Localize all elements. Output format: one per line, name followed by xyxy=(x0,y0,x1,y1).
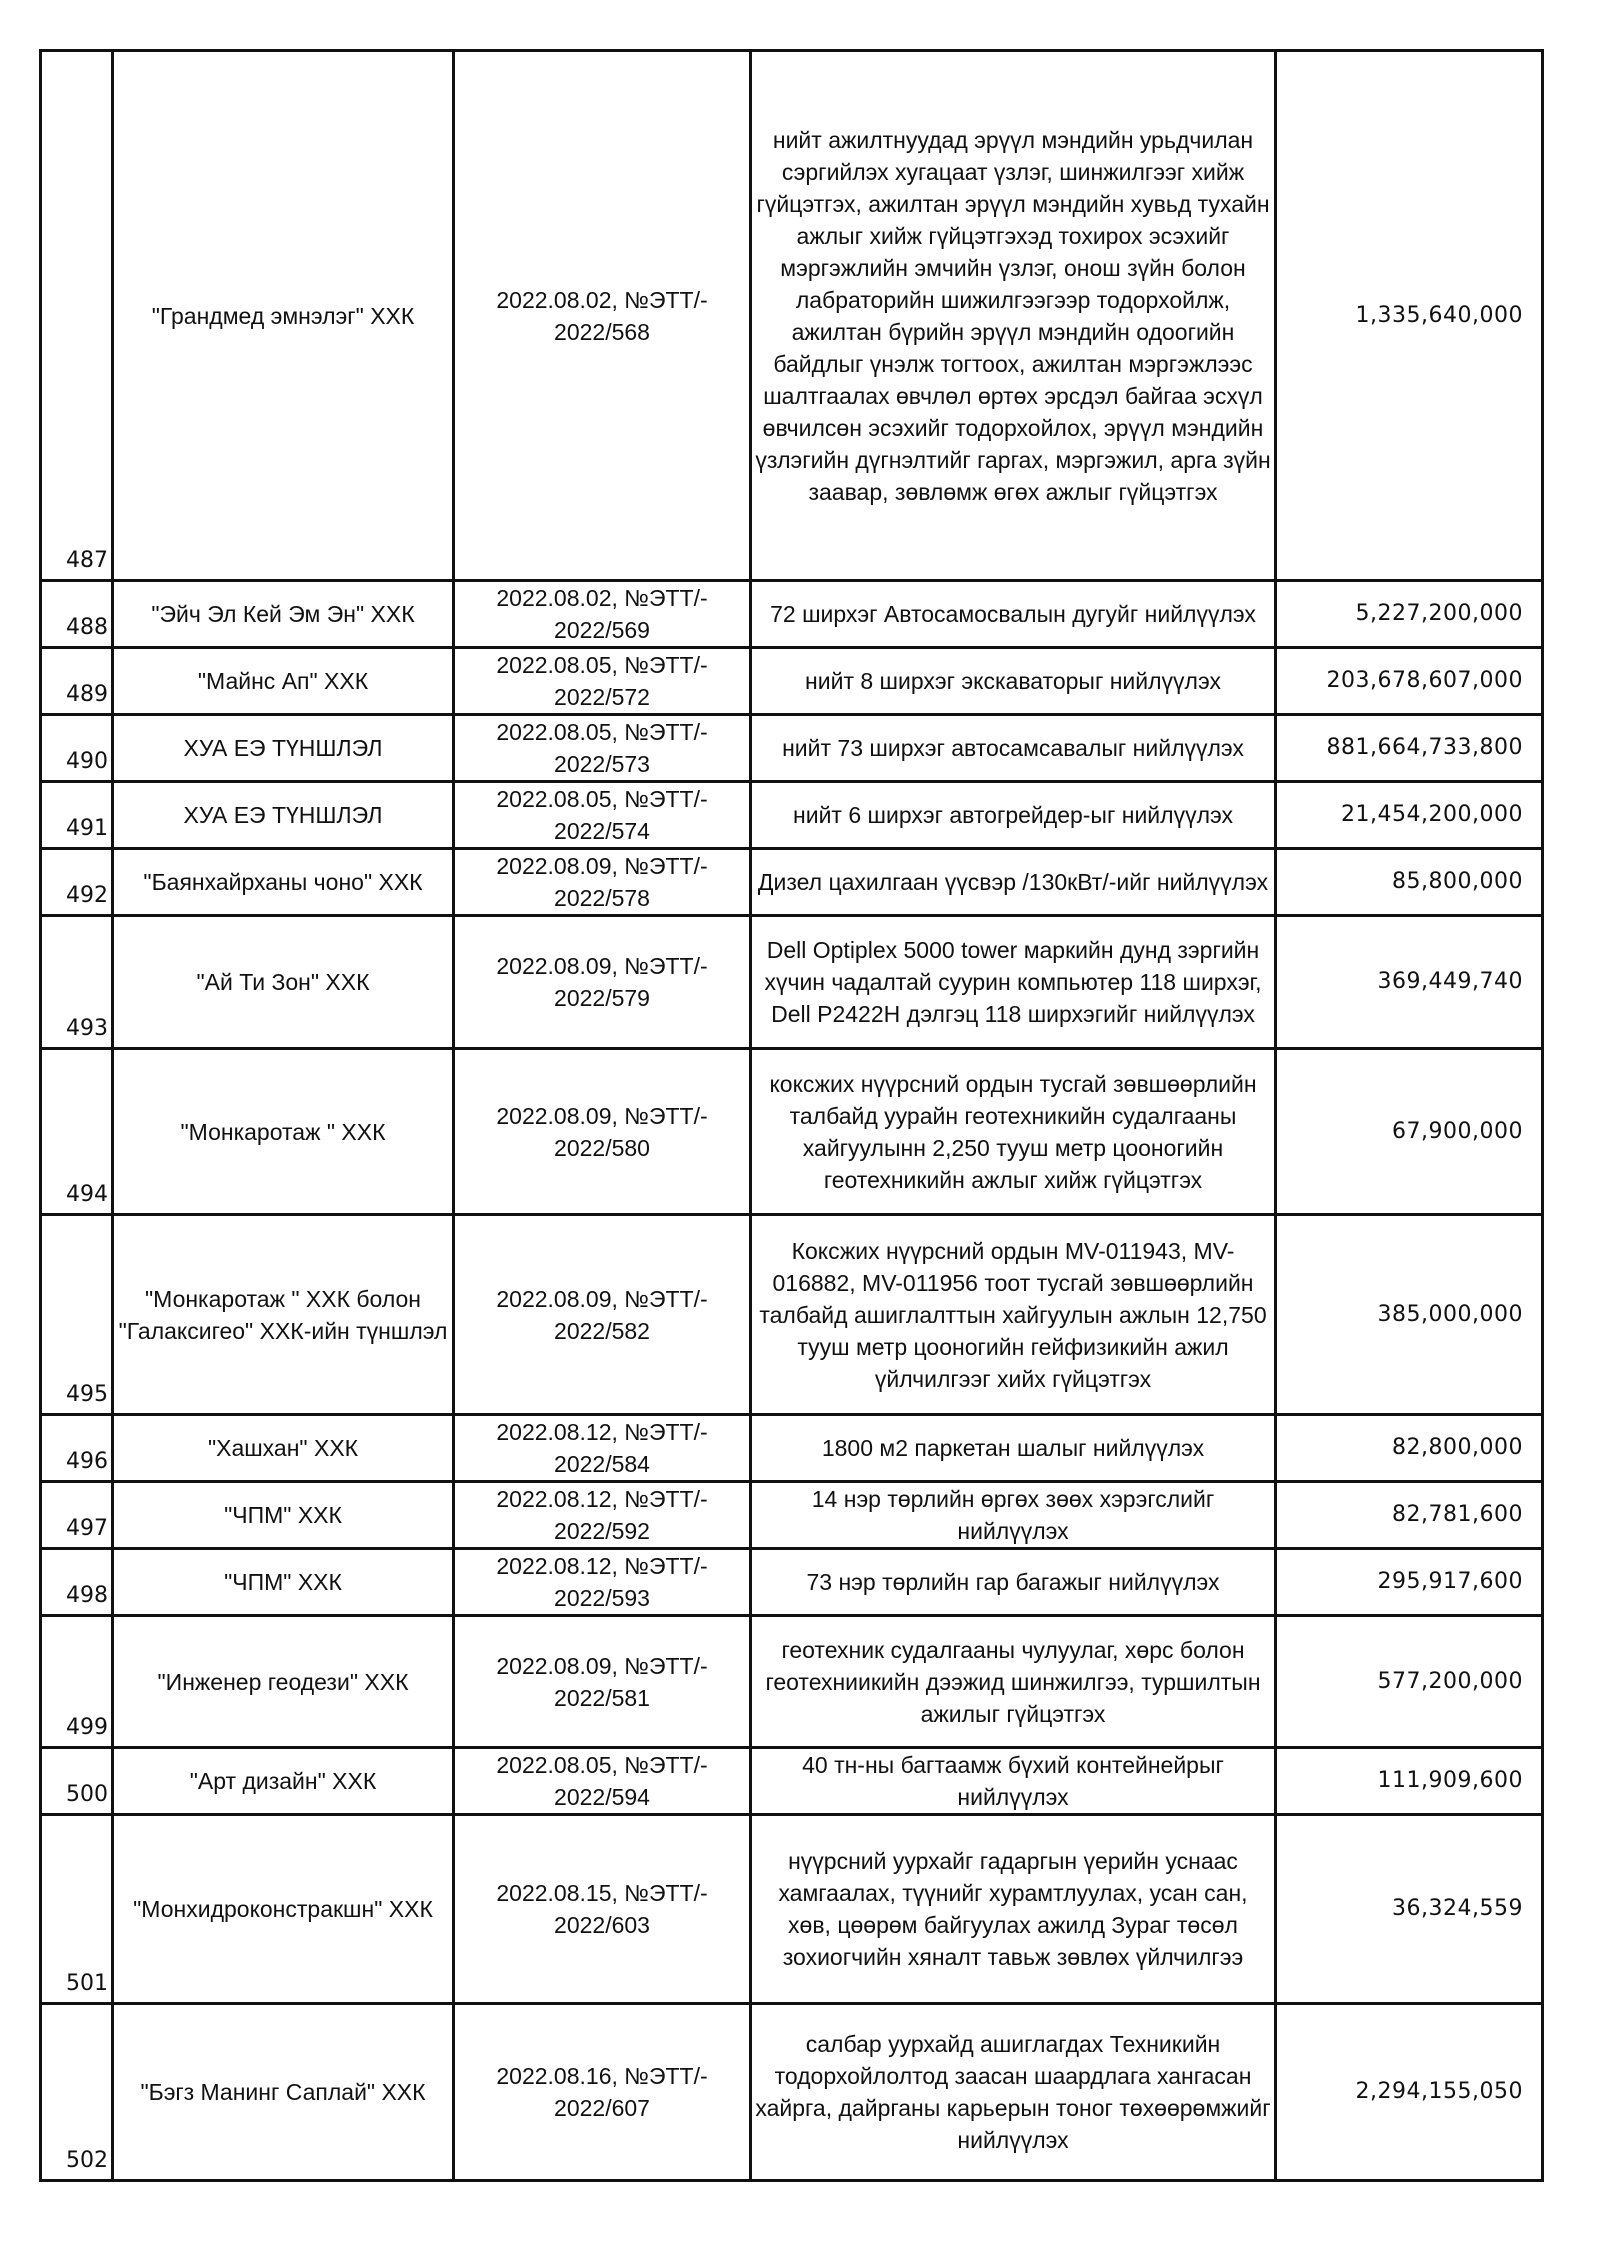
contract-description: нийт 73 ширхэг автосамсавалыг нийлүүлэх xyxy=(751,715,1276,782)
contract-description: нийт 6 ширхэг автогрейдер-ыг нийлүүлэх xyxy=(751,782,1276,849)
row-number: 494 xyxy=(41,1049,113,1215)
contract-description: Dell Optiplex 5000 tower маркийн дунд зэргийн хүчин чадалтай суурин компьютер 118 ширхэг, Dell P2422H дэлгэц 118 ширхэгийг нийлүүлэх xyxy=(751,916,1276,1049)
row-number: 487 xyxy=(41,51,113,581)
contract-amount: 82,800,000 xyxy=(1276,1415,1543,1482)
row-number: 488 xyxy=(41,581,113,648)
table-row xyxy=(41,916,1543,1049)
company-name: "Монкаротаж " ХХК болон "Галаксигео" ХХК-ийн түншлэл xyxy=(113,1215,454,1415)
contract-description: Коксжих нүүрсний ордын MV-011943, MV-016882, MV-011956 тоот тусгай зөвшөөрлийн талбайд ашиглалттын хайгуулын ажлын 12,750 тууш метр цооногийн гейфизикийн ажил үйлчилгээг хийх гүйцэтгэх xyxy=(751,1215,1276,1415)
table-row xyxy=(41,648,1543,715)
contract-amount: 1,335,640,000 xyxy=(1276,51,1543,581)
row-number: 491 xyxy=(41,782,113,849)
company-name: "Арт дизайн" ХХК xyxy=(113,1748,454,1815)
company-name: ХУА ЕЭ ТҮНШЛЭЛ xyxy=(113,782,454,849)
row-number: 500 xyxy=(41,1748,113,1815)
contract-amount: 385,000,000 xyxy=(1276,1215,1543,1415)
table-row xyxy=(41,1748,1543,1815)
company-name: "ЧПМ" ХХК xyxy=(113,1549,454,1616)
row-number: 492 xyxy=(41,849,113,916)
table-row xyxy=(41,51,1543,581)
company-name: "Хашхан" ХХК xyxy=(113,1415,454,1482)
contract-reference: 2022.08.16, №ЭТТ/- 2022/607 xyxy=(454,2004,751,2181)
table-row xyxy=(41,849,1543,916)
contract-amount: 2,294,155,050 xyxy=(1276,2004,1543,2181)
contract-reference: 2022.08.05, №ЭТТ/- 2022/572 xyxy=(454,648,751,715)
row-number: 495 xyxy=(41,1215,113,1415)
contract-reference: 2022.08.09, №ЭТТ/- 2022/581 xyxy=(454,1616,751,1748)
table-row xyxy=(41,1616,1543,1748)
contract-reference: 2022.08.02, №ЭТТ/- 2022/568 xyxy=(454,51,751,581)
contract-reference: 2022.08.09, №ЭТТ/- 2022/580 xyxy=(454,1049,751,1215)
contract-amount: 577,200,000 xyxy=(1276,1616,1543,1748)
company-name: "Бэгз Манинг Саплай" ХХК xyxy=(113,2004,454,2181)
contract-reference: 2022.08.09, №ЭТТ/- 2022/578 xyxy=(454,849,751,916)
contract-reference: 2022.08.09, №ЭТТ/- 2022/579 xyxy=(454,916,751,1049)
contract-reference: 2022.08.09, №ЭТТ/- 2022/582 xyxy=(454,1215,751,1415)
contract-reference: 2022.08.15, №ЭТТ/- 2022/603 xyxy=(454,1815,751,2004)
row-number: 501 xyxy=(41,1815,113,2004)
row-number: 489 xyxy=(41,648,113,715)
contract-amount: 5,227,200,000 xyxy=(1276,581,1543,648)
row-number: 490 xyxy=(41,715,113,782)
table-row xyxy=(41,2004,1543,2181)
company-name: "ЧПМ" ХХК xyxy=(113,1482,454,1549)
contract-amount: 82,781,600 xyxy=(1276,1482,1543,1549)
company-name: "Ай Ти Зон" ХХК xyxy=(113,916,454,1049)
row-number: 493 xyxy=(41,916,113,1049)
row-number: 498 xyxy=(41,1549,113,1616)
contract-amount: 369,449,740 xyxy=(1276,916,1543,1049)
contract-amount: 67,900,000 xyxy=(1276,1049,1543,1215)
contract-reference: 2022.08.05, №ЭТТ/- 2022/574 xyxy=(454,782,751,849)
row-number: 499 xyxy=(41,1616,113,1748)
contract-amount: 21,454,200,000 xyxy=(1276,782,1543,849)
contract-reference: 2022.08.02, №ЭТТ/- 2022/569 xyxy=(454,581,751,648)
table-row xyxy=(41,715,1543,782)
contract-amount: 203,678,607,000 xyxy=(1276,648,1543,715)
table-row xyxy=(41,1215,1543,1415)
contract-amount: 36,324,559 xyxy=(1276,1815,1543,2004)
table-row xyxy=(41,782,1543,849)
company-name: "Грандмед эмнэлэг" ХХК xyxy=(113,51,454,581)
table-row xyxy=(41,581,1543,648)
row-number: 496 xyxy=(41,1415,113,1482)
contract-reference: 2022.08.12, №ЭТТ/- 2022/584 xyxy=(454,1415,751,1482)
contract-reference: 2022.08.12, №ЭТТ/- 2022/593 xyxy=(454,1549,751,1616)
table-row xyxy=(41,1049,1543,1215)
contract-description: 1800 м2 паркетан шалыг нийлүүлэх xyxy=(751,1415,1276,1482)
company-name: ХУА ЕЭ ТҮНШЛЭЛ xyxy=(113,715,454,782)
company-name: "Монкаротаж " ХХК xyxy=(113,1049,454,1215)
company-name: "Монхидроконстракшн" ХХК xyxy=(113,1815,454,2004)
contract-amount: 111,909,600 xyxy=(1276,1748,1543,1815)
contract-description: геотехник судалгааны чулуулаг, хөрс болон геотехниикийн дээжид шинжилгээ, туршилтын ажилыг гүйцэтгэх xyxy=(751,1616,1276,1748)
contract-description: 72 ширхэг Автосамосвалын дугуйг нийлүүлэх xyxy=(751,581,1276,648)
contract-amount: 85,800,000 xyxy=(1276,849,1543,916)
contract-reference: 2022.08.12, №ЭТТ/- 2022/592 xyxy=(454,1482,751,1549)
contract-description: 14 нэр төрлийн өргөх зөөх хэрэгслийг нийлүүлэх xyxy=(751,1482,1276,1549)
contract-reference: 2022.08.05, №ЭТТ/- 2022/594 xyxy=(454,1748,751,1815)
contract-description: салбар уурхайд ашиглагдах Техникийн тодорхойлолтод заасан шаардлага хангасан хайрга, дайрганы карьерын тоног төхөөрөмжийг нийлүүлэх xyxy=(751,2004,1276,2181)
company-name: "Эйч Эл Кей Эм Эн" ХХК xyxy=(113,581,454,648)
table-row xyxy=(41,1415,1543,1482)
table-row xyxy=(41,1815,1543,2004)
table-row xyxy=(41,1482,1543,1549)
row-number: 497 xyxy=(41,1482,113,1549)
contracts-table-body xyxy=(41,51,1543,2181)
contract-amount: 881,664,733,800 xyxy=(1276,715,1543,782)
contract-reference: 2022.08.05, №ЭТТ/- 2022/573 xyxy=(454,715,751,782)
contract-amount: 295,917,600 xyxy=(1276,1549,1543,1616)
contract-description: Дизел цахилгаан үүсвэр /130кВт/-ийг нийлүүлэх xyxy=(751,849,1276,916)
contract-description: коксжих нүүрсний ордын тусгай зөвшөөрлийн талбайд уурайн геотехникийн судалгааны хайгуулынн 2,250 тууш метр цооногийн геотехникийн ажлыг хийж гүйцэтгэх xyxy=(751,1049,1276,1215)
contract-description: нийт ажилтнуудад эрүүл мэндийн урьдчилан сэргийлэх хугацаат үзлэг, шинжилгээг хийж гүйцэтгэх, ажилтан эрүүл мэндийн хувьд тухайн ажлыг хийж гүйцэтгэхэд тохирох эсэхийг мэргэжлийн эмчийн үзлэг, онош зүйн болон лабраторийн шижилгээгээр тодорхойлж, ажилтан бүрийн эрүүл мэндийн одоогийн байдлыг үнэлж тогтоох, ажилтан мэргэжлээс шалтгаалах өвчлөл өртөх эрсдэл байгаа эсхүл өвчилсөн эсэхийг тодорхойлох, эрүүл мэндийн үзлэгийн дүгнэлтийг гаргах, мэргэжил, арга зүйн заавар, зөвлөмж өгөх ажлыг гүйцэтгэх xyxy=(751,51,1276,581)
contract-description: нийт 8 ширхэг экскаваторыг нийлүүлэх xyxy=(751,648,1276,715)
company-name: "Баянхайрханы чоно" ХХК xyxy=(113,849,454,916)
company-name: "Майнс Ап" ХХК xyxy=(113,648,454,715)
contract-description: 73 нэр төрлийн гар багажыг нийлүүлэх xyxy=(751,1549,1276,1616)
table-row xyxy=(41,1549,1543,1616)
company-name: "Инженер геодези" ХХК xyxy=(113,1616,454,1748)
contracts-table xyxy=(39,49,1544,2182)
contract-description: нүүрсний уурхайг гадаргын үерийн уснаас хамгаалах, түүнийг хурамтлуулах, усан сан, хөв, цөөрөм байгуулах ажилд Зураг төсөл зохиогчийн хяналт тавьж зөвлөх үйлчилгээ xyxy=(751,1815,1276,2004)
row-number: 502 xyxy=(41,2004,113,2181)
contract-description: 40 тн-ны багтаамж бүхий контейнейрыг нийлүүлэх xyxy=(751,1748,1276,1815)
